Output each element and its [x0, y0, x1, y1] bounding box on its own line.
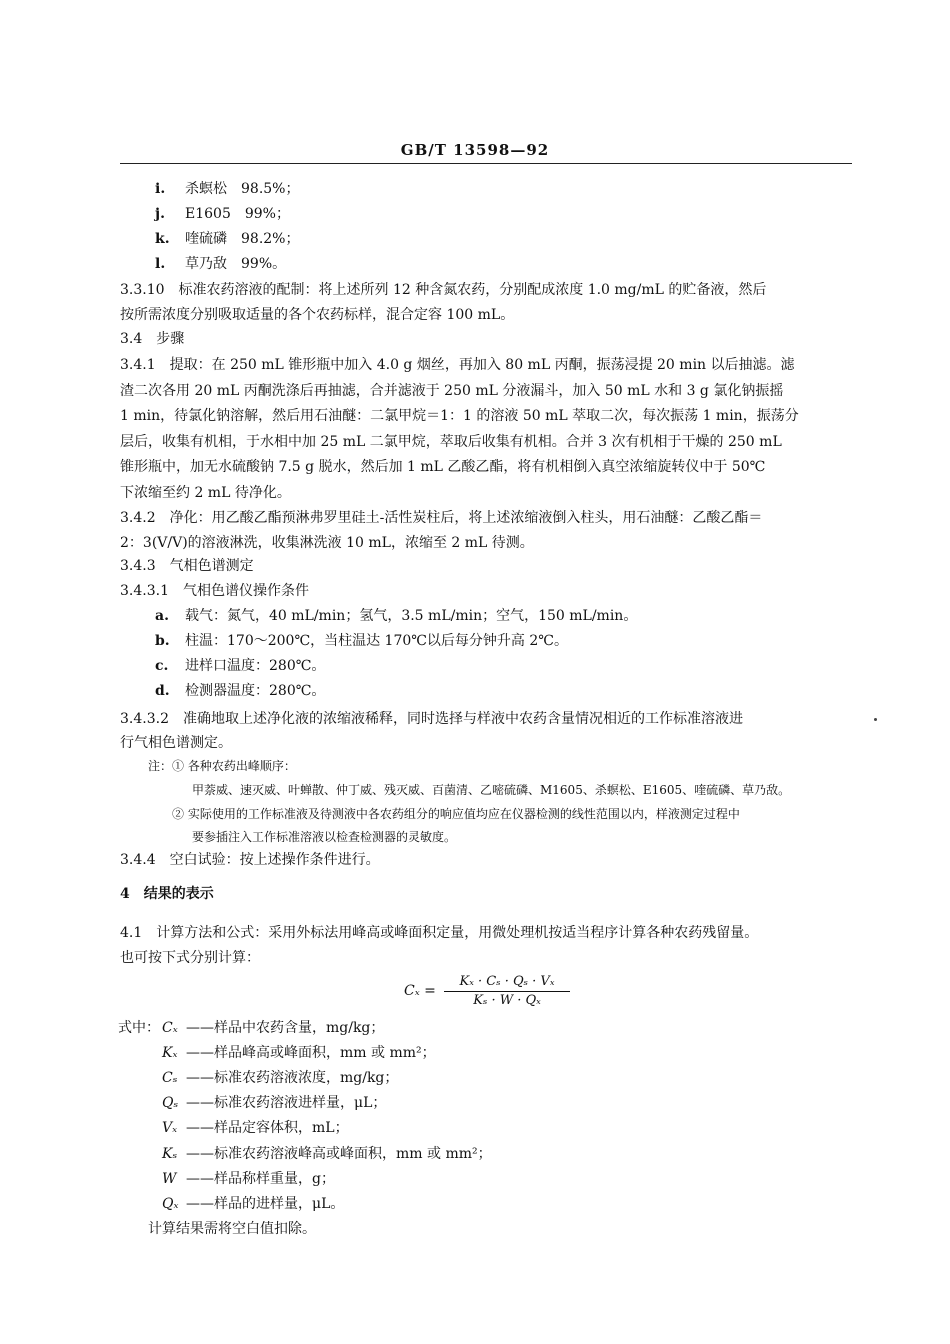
- note-2: ② 实际使用的工作标准液及待测液中各农药组分的响应值均应在仪器检测的线性范围以内，样液测定过程中: [172, 807, 740, 821]
- def-symbol: Qₛ: [162, 1095, 179, 1111]
- para-3-3-10-line2: 按所需浓度分别吸取适量的各个农药标样，混合定容 100 mL。: [120, 307, 515, 323]
- section-4-title: 4 结果的表示: [120, 886, 214, 902]
- formula-denominator: Kₛ · W · Qₓ: [473, 993, 541, 1008]
- item-text: E1605 99%；: [185, 206, 290, 222]
- para-3-4-1-line1: 3.4.1 提取：在 250 mL 锥形瓶中加入 4.0 g 烟丝，再加入 80 mL 丙酮，振荡浸提 20 min 以后抽滤。滤: [120, 357, 795, 373]
- final-note: 计算结果需将空白值扣除。: [148, 1221, 316, 1237]
- def-symbol: Vₓ: [162, 1120, 178, 1136]
- calculation-formula: [404, 974, 604, 1014]
- def-symbol: Kₛ: [162, 1146, 178, 1162]
- item-text: 喹硫磷 98.2%；: [185, 231, 300, 247]
- def-symbol: Cₛ: [162, 1070, 178, 1086]
- para-3-4-1-line6: 下浓缩至约 2 mL 待净化。: [120, 485, 291, 501]
- def-symbol: Kₓ: [162, 1045, 178, 1061]
- def-symbol: W: [162, 1171, 177, 1187]
- note-1: 注：① 各种农药出峰顺序：: [148, 759, 296, 773]
- page-header: GB/T 13598—92: [400, 141, 550, 159]
- condition-text: 载气：氮气，40 mL/min；氢气，3.5 mL/min；空气，150 mL/min。: [185, 608, 638, 624]
- def-desc: ——样品的进样量，μL。: [186, 1196, 345, 1212]
- para-3-4-1-line5: 锥形瓶中，加无水硫酸钠 7.5 g 脱水，然后加 1 mL 乙酸乙酯，将有机相倒入真空浓缩旋转仪中于 50℃: [120, 459, 766, 475]
- para-3-3-10-line1: 3.3.10 标准农药溶液的配制：将上述所列 12 种含氮农药，分别配成浓度 1.0 mg/mL 的贮备液，然后: [120, 282, 767, 298]
- scan-speck: [874, 718, 877, 721]
- para-3-4-2-line2: 2：3(V/V)的溶液淋洗，收集淋洗液 10 mL，浓缩至 2 mL 待测。: [120, 535, 534, 551]
- def-desc: ——标准农药溶液峰高或峰面积，mm 或 mm²；: [186, 1146, 492, 1162]
- item-label: i.: [155, 181, 166, 197]
- condition-text: 进样口温度：280℃。: [185, 658, 326, 674]
- para-3-4-1-line4: 层后，收集有机相，于水相中加 25 mL 二氯甲烷，萃取后收集有机相。合并 3 次有机相于干燥的 250 mL: [120, 434, 782, 450]
- item-text: 草乃敌 99%。: [185, 256, 287, 272]
- header-rule: [120, 163, 852, 164]
- formula-lhs: Cₓ =: [404, 983, 436, 999]
- formula-numerator: Kₓ · Cₛ · Qₛ · Vₓ: [459, 974, 555, 989]
- def-symbol: Qₓ: [162, 1196, 179, 1212]
- item-label: l.: [155, 256, 166, 272]
- note-2-content: 要参插注入工作标准溶液以检查检测器的灵敏度。: [192, 830, 457, 844]
- defs-prefix: 式中：: [118, 1020, 160, 1036]
- section-3-4-title: 3.4 步骤: [120, 331, 185, 347]
- para-4-1-line2: 也可按下式分别计算：: [120, 950, 260, 966]
- para-3-4-1-line2: 渣二次各用 20 mL 丙酮洗涤后再抽滤，合并滤液于 250 mL 分液漏斗，加入 50 mL 水和 3 g 氯化钠振摇: [120, 383, 784, 399]
- para-3-4-3-2-line2: 行气相色谱测定。: [120, 735, 232, 751]
- item-label: j.: [155, 206, 165, 222]
- condition-label: c.: [155, 658, 169, 674]
- def-desc: ——样品定容体积，mL；: [186, 1120, 349, 1136]
- fraction-bar: [444, 991, 570, 992]
- para-4-1-line1: 4.1 计算方法和公式：采用外标法用峰高或峰面积定量，用微处理机按适当程序计算各种农药残留量。: [120, 925, 759, 941]
- note-1-content: 甲萘威、速灭威、叶蝉散、仲丁威、残灭威、百菌清、乙嘧硫磷、M1605、杀螟松、E1605、喹硫磷、草乃敌。: [192, 783, 791, 797]
- para-3-4-2-line1: 3.4.2 净化：用乙酸乙酯预淋弗罗里硅土-活性炭柱后，将上述浓缩液倒入柱头，用石油醚：乙酸乙酯＝: [120, 510, 763, 526]
- condition-text: 柱温：170～200℃，当柱温达 170℃以后每分钟升高 2℃。: [185, 633, 568, 649]
- def-symbol: Cₓ: [162, 1020, 178, 1036]
- def-desc: ——样品峰高或峰面积，mm 或 mm²；: [186, 1045, 436, 1061]
- condition-label: b.: [155, 633, 170, 649]
- section-3-4-3-1-title: 3.4.3.1 气相色谱仪操作条件: [120, 583, 309, 599]
- def-desc: ——样品中农药含量，mg/kg；: [186, 1020, 385, 1036]
- condition-label: d.: [155, 683, 170, 699]
- section-3-4-3-title: 3.4.3 气相色谱测定: [120, 558, 254, 574]
- def-desc: ——标准农药溶液浓度，mg/kg；: [186, 1070, 399, 1086]
- item-label: k.: [155, 231, 170, 247]
- condition-text: 检测器温度：280℃。: [185, 683, 326, 699]
- def-desc: ——样品称样重量，g；: [186, 1171, 335, 1187]
- para-3-4-3-2-line1: 3.4.3.2 准确地取上述净化液的浓缩液稀释，同时选择与样液中农药含量情况相近的工作标准溶液进: [120, 711, 743, 727]
- para-3-4-4: 3.4.4 空白试验：按上述操作条件进行。: [120, 852, 380, 868]
- condition-label: a.: [155, 608, 169, 624]
- def-desc: ——标准农药溶液进样量，μL；: [186, 1095, 387, 1111]
- item-text: 杀螟松 98.5%；: [185, 181, 300, 197]
- formula-fraction: [444, 974, 570, 1009]
- para-3-4-1-line3: 1 min，待氯化钠溶解，然后用石油醚：二氯甲烷＝1：1 的溶液 50 mL 萃取二次，每次振荡 1 min，振荡分: [120, 408, 799, 424]
